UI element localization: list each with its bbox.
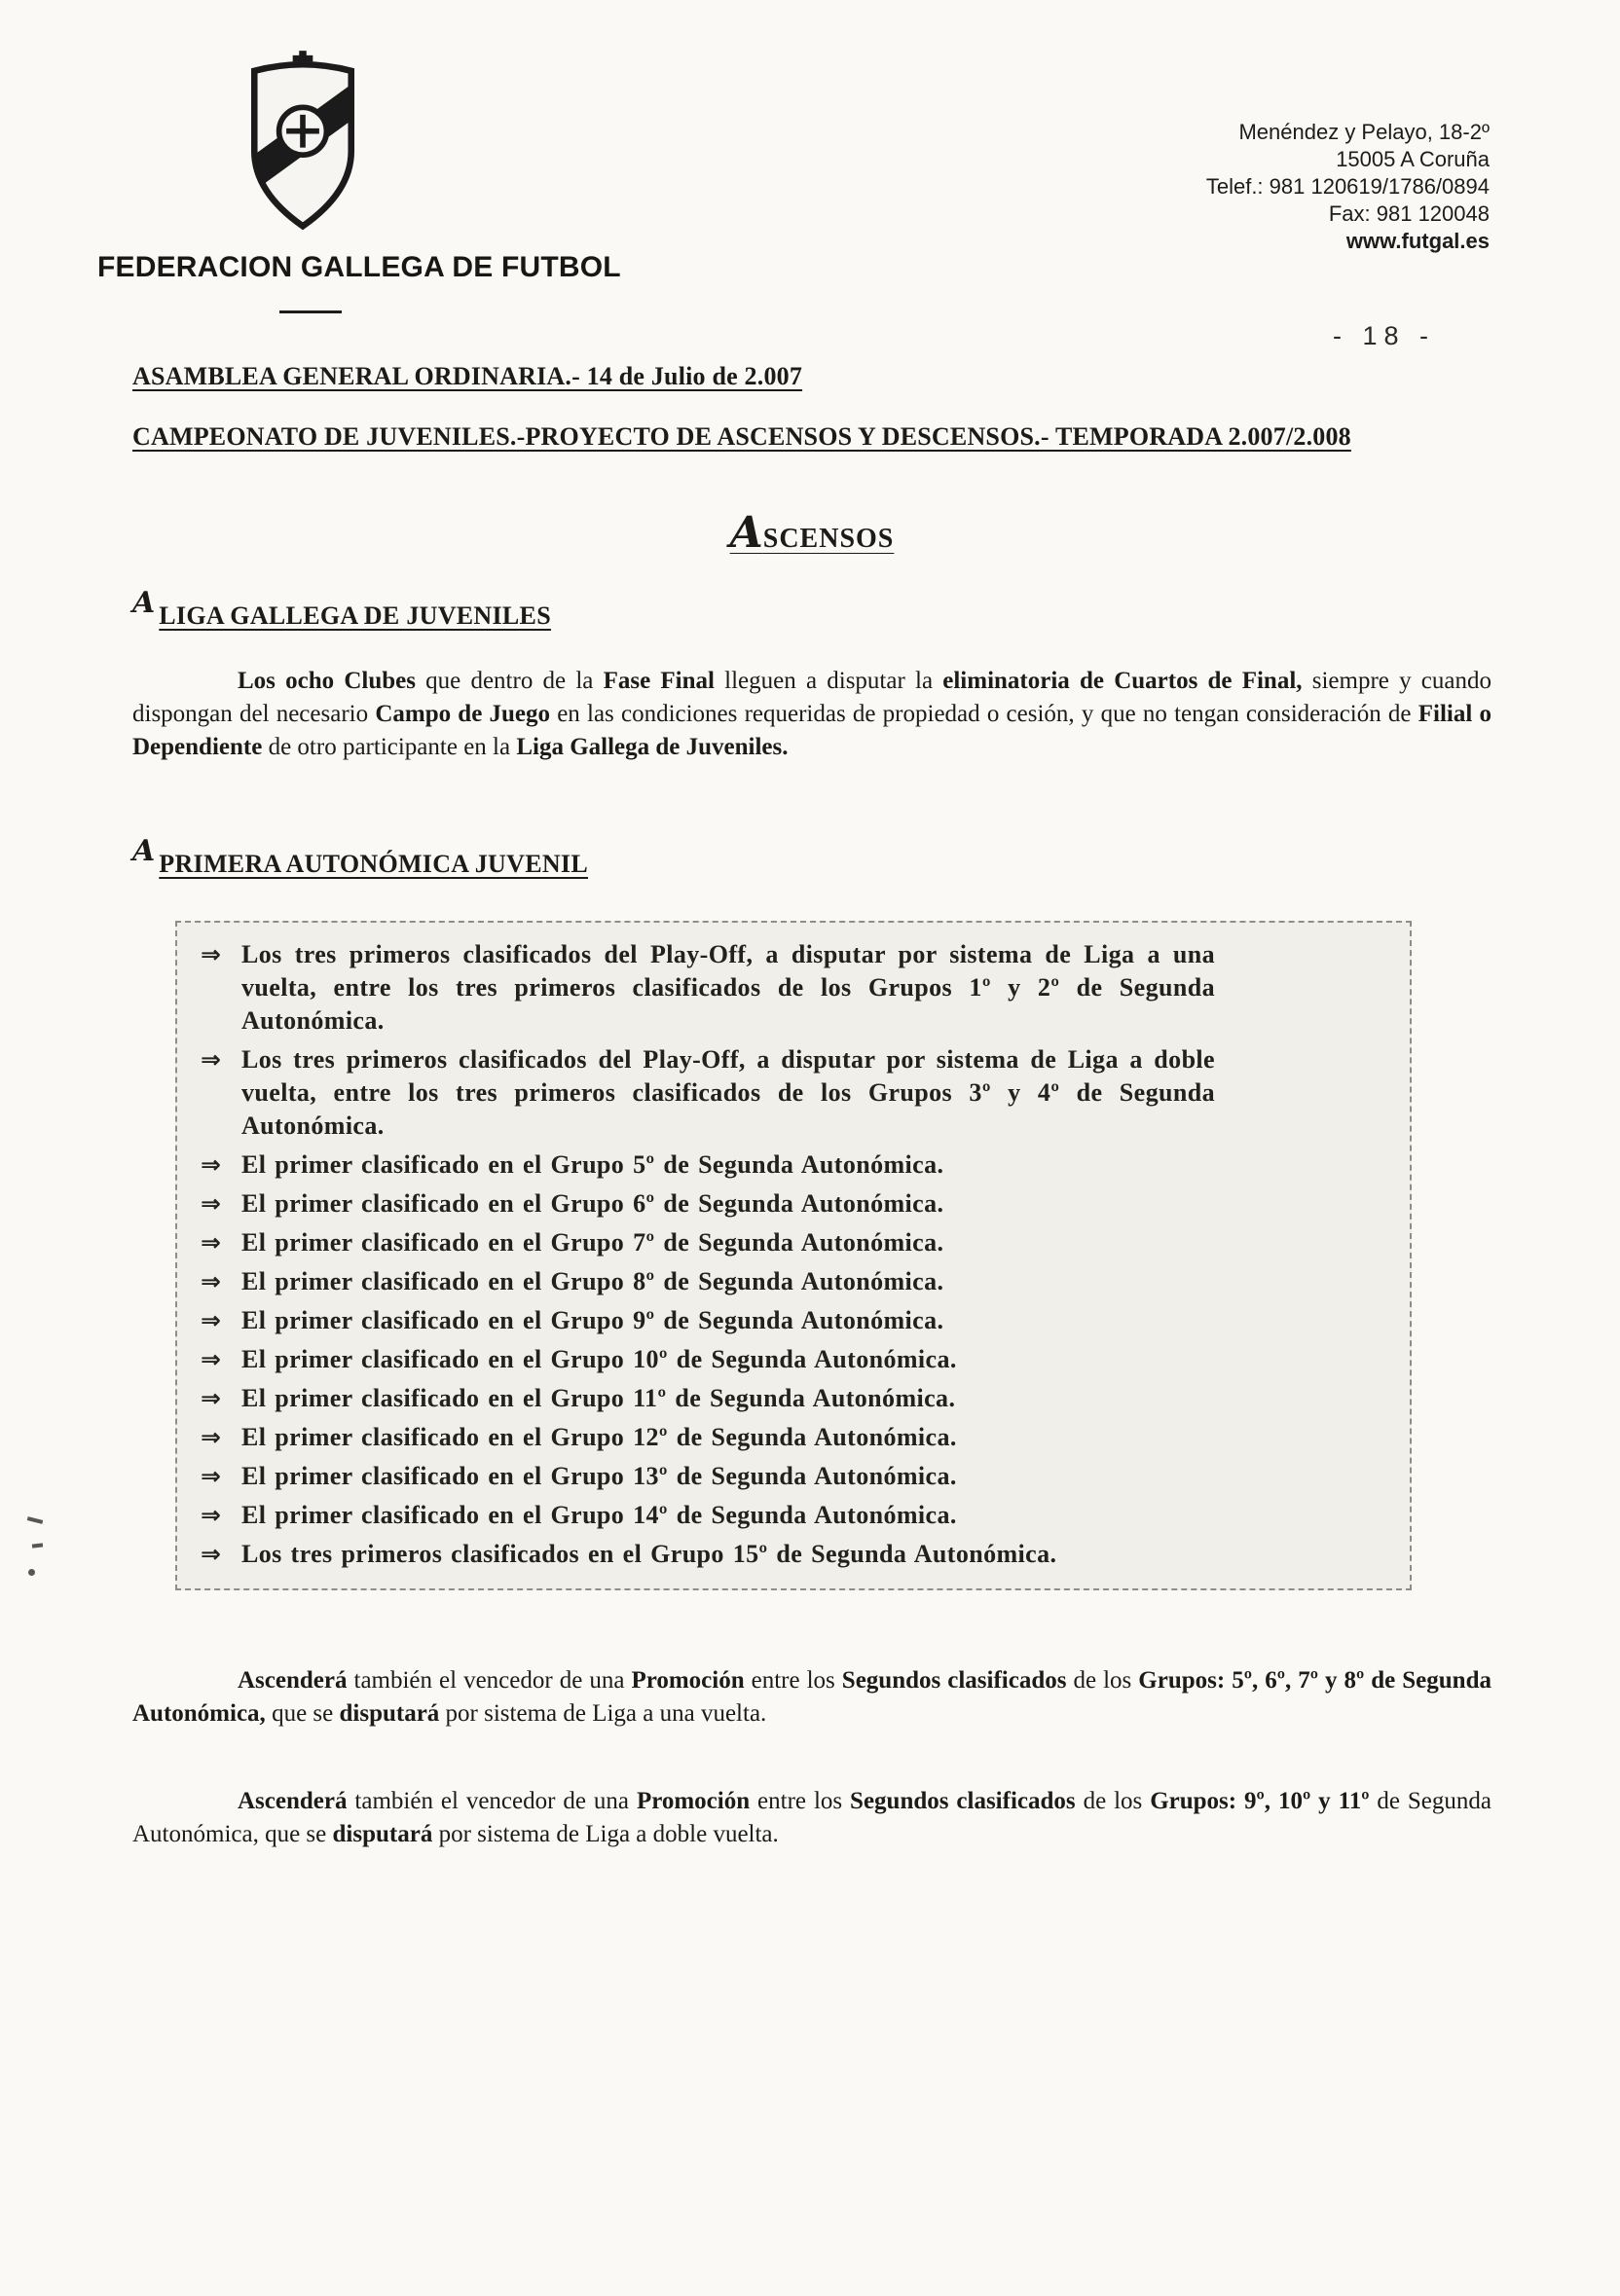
address-line: 15005 A Coruña xyxy=(1336,147,1490,171)
promotion-rule-item xyxy=(191,938,1390,1038)
address-line: Fax: 981 120048 xyxy=(1328,201,1490,226)
double-arrow-icon: ⇒ xyxy=(201,1189,221,1218)
double-arrow-icon: ⇒ xyxy=(201,1045,221,1074)
section-marker-a: A xyxy=(132,586,156,620)
section-liga-gallega-heading xyxy=(132,586,1491,632)
promotion-rule-text: El primer clasificado en el Grupo 12º de Segunda Autonómica. xyxy=(241,1423,957,1451)
promotion-rule-text: El primer clasificado en el Grupo 14º de Segunda Autonómica. xyxy=(241,1501,957,1529)
section-primera-autonomica-title: PRIMERA AUTONÓMICA JUVENIL xyxy=(159,850,588,878)
federation-crest-logo xyxy=(243,49,362,236)
promotion-rule-text: El primer clasificado en el Grupo 11º de Segunda Autonómica. xyxy=(241,1384,956,1412)
org-name: FEDERACION GALLEGA DE FUTBOL xyxy=(97,251,621,283)
promotion-rule-text: El primer clasificado en el Grupo 6º de Segunda Autonómica. xyxy=(241,1189,944,1218)
promotion-rule-item xyxy=(191,1382,1390,1415)
double-arrow-icon: ⇒ xyxy=(201,1345,221,1373)
promotion-rule-item xyxy=(191,1043,1390,1143)
promotion-rule-text: El primer clasificado en el Grupo 8º de Segunda Autonómica. xyxy=(241,1267,944,1295)
section-marker-a: A xyxy=(132,834,156,868)
promotion-rule-item xyxy=(191,1460,1390,1493)
promotion-rule-text: El primer clasificado en el Grupo 10º de Segunda Autonómica. xyxy=(241,1345,957,1373)
ascensos-heading-rest: SCENSOS xyxy=(762,524,895,554)
section-liga-gallega-title: LIGA GALLEGA DE JUVENILES xyxy=(159,601,551,630)
pen-mark xyxy=(28,1569,35,1576)
promotion-paragraph-2: Ascenderá también el vencedor de una Promoción entre los Segundos clasificados de los Grupos: 9º, 10º y 11º de Segunda Autonómica, que se disputará por sistema de Liga a doble vuelta. xyxy=(132,1788,1491,1847)
double-arrow-icon: ⇒ xyxy=(201,1150,221,1179)
promotion-rules-box xyxy=(175,921,1412,1590)
promotion-rule-item xyxy=(191,1304,1390,1337)
double-arrow-icon: ⇒ xyxy=(201,1462,221,1490)
promotion-rule-text: Los tres primeros clasificados en el Grupo 15º de Segunda Autonómica. xyxy=(241,1540,1057,1568)
section-primera-autonomica-heading xyxy=(132,834,1491,880)
address-lines xyxy=(1206,119,1490,228)
website-url: www.futgal.es xyxy=(1345,229,1490,253)
promotion-rule-item xyxy=(191,1343,1390,1376)
promotion-rule-text: El primer clasificado en el Grupo 9º de Segunda Autonómica. xyxy=(241,1306,944,1334)
org-name-underline xyxy=(279,310,342,313)
address-line: Telef.: 981 120619/1786/0894 xyxy=(1205,174,1490,199)
promotion-rule-item xyxy=(191,1148,1390,1182)
pen-mark xyxy=(32,1543,43,1548)
double-arrow-icon: ⇒ xyxy=(201,940,221,968)
page-number: - 18 - xyxy=(1332,321,1435,350)
promotion-rule-item xyxy=(191,1187,1390,1221)
promotion-rule-item xyxy=(191,1226,1390,1259)
promotion-rule-text: Los tres primeros clasificados del Play-Off, a disputar por sistema de Liga a doble vuelta, entre los tres primeros clasificados de los Grupos 3º y 4º de Segunda Autonómica. xyxy=(241,1045,1215,1140)
promotion-rule-item xyxy=(191,1421,1390,1454)
promotion-rule-text: Los tres primeros clasificados del Play-Off, a disputar por sistema de Liga a una vuelta, entre los tres primeros clasificados de los Grupos 1º y 2º de Segunda Autonómica. xyxy=(241,940,1215,1035)
document-body xyxy=(132,362,1491,1851)
promotion-rule-text: El primer clasificado en el Grupo 13º de Segunda Autonómica. xyxy=(241,1462,957,1490)
promotion-rule-item xyxy=(191,1499,1390,1532)
promotion-paragraph-1: Ascenderá también el vencedor de una Promoción entre los Segundos clasificados de los Grupos: 5º, 6º, 7º y 8º de Segunda Autonómica, que se disputará por sistema de Liga a una vuelta. xyxy=(132,1667,1491,1727)
double-arrow-icon: ⇒ xyxy=(201,1228,221,1257)
pen-mark xyxy=(27,1516,43,1524)
promotion-rule-item xyxy=(191,1265,1390,1298)
double-arrow-icon: ⇒ xyxy=(201,1423,221,1451)
double-arrow-icon: ⇒ xyxy=(201,1501,221,1529)
ascensos-heading xyxy=(132,508,1491,558)
promotion-rule-text: El primer clasificado en el Grupo 5º de Segunda Autonómica. xyxy=(241,1150,944,1179)
double-arrow-icon: ⇒ xyxy=(201,1540,221,1568)
double-arrow-icon: ⇒ xyxy=(201,1384,221,1412)
promotion-rule-text: El primer clasificado en el Grupo 7º de Segunda Autonómica. xyxy=(241,1228,944,1257)
address-line: Menéndez y Pelayo, 18-2º xyxy=(1238,120,1490,144)
ascensos-initial-letter: A xyxy=(729,508,763,558)
promotion-rule-item xyxy=(191,1538,1390,1571)
letterhead-address-block xyxy=(1206,119,1490,255)
double-arrow-icon: ⇒ xyxy=(201,1306,221,1334)
assembly-title: ASAMBLEA GENERAL ORDINARIA.- 14 de Julio de 2.007 xyxy=(132,362,803,390)
championship-title: CAMPEONATO DE JUVENILES.-PROYECTO DE ASCENSOS Y DESCENSOS.- TEMPORADA 2.007/2.008 xyxy=(132,422,1351,451)
double-arrow-icon: ⇒ xyxy=(201,1267,221,1295)
liga-gallega-paragraph: Los ocho Clubes que dentro de la Fase Final lleguen a disputar la eliminatoria de Cuartos de Final, siempre y cuando dispongan del necesario Campo de Juego en las condiciones requeridas de propiedad o cesión, y que no tengan consideración de Filial o Dependiente de otro participante en la Liga Gallega de Juveniles. xyxy=(132,668,1491,760)
